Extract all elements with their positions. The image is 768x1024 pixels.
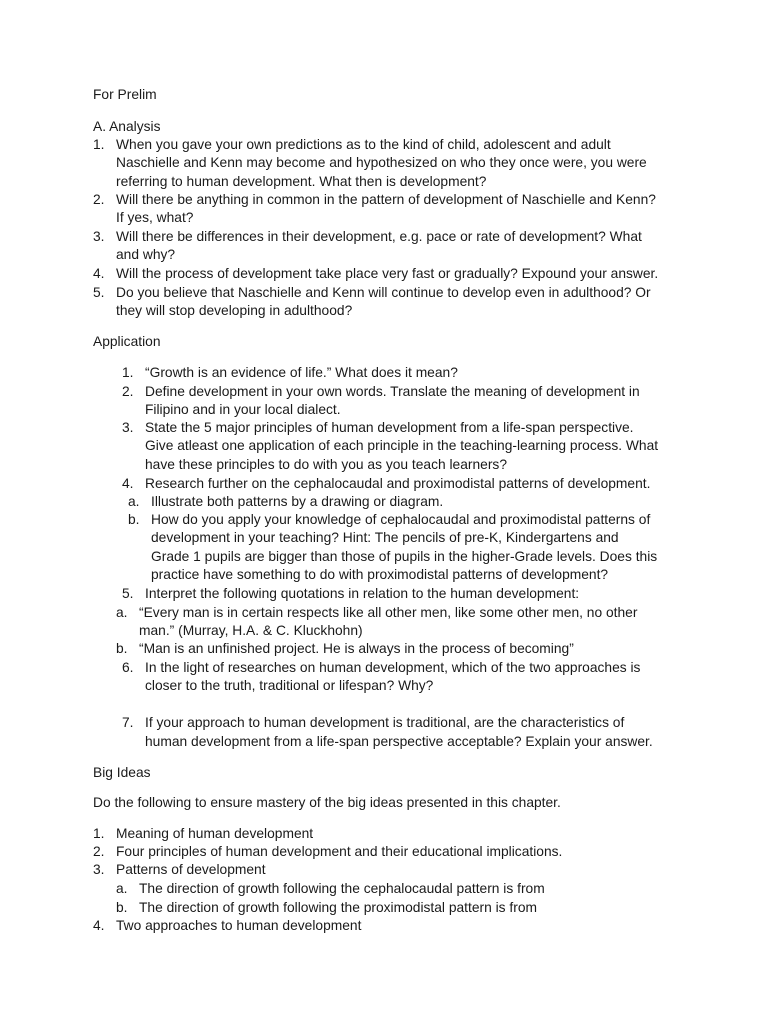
big-ideas-item-1-text: Meaning of human development — [116, 826, 314, 841]
application-item-5a-line-1: “Every man is in certain respects like all other men, like some other men, no other — [139, 605, 638, 620]
application-item-4a-letter: a. — [128, 494, 140, 509]
application-item-5a-letter: a. — [116, 605, 128, 620]
big-ideas-item-2-text: Four principles of human development and their educational implications. — [116, 844, 563, 859]
big-ideas-intro: Do the following to ensure mastery of the big ideas presented in this chapter. — [93, 795, 561, 810]
application-item-4-text: Research further on the cephalocaudal and proximodistal patterns of development. — [145, 476, 651, 491]
analysis-item-5-line-1: Do you believe that Naschielle and Kenn will continue to develop even in adulthood? Or — [116, 285, 651, 300]
big-ideas-item-3b-letter: b. — [116, 900, 128, 915]
big-ideas-heading: Big Ideas — [93, 765, 151, 780]
application-item-7-number: 7. — [122, 715, 134, 730]
application-item-4b-line-1: How do you apply your knowledge of cephalocaudal and proximodistal patterns of — [151, 512, 651, 527]
application-item-4b-letter: b. — [128, 512, 140, 527]
big-ideas-item-3a-text: The direction of growth following the cephalocaudal pattern is from — [139, 881, 545, 896]
application-item-6-line-1: In the light of researches on human development, which of the two approaches is — [145, 660, 641, 675]
application-item-3-line-3: have these principles to do with you as you teach learners? — [145, 457, 507, 472]
analysis-item-3-line-2: and why? — [116, 247, 176, 262]
analysis-item-3-line-1: Will there be differences in their development, e.g. pace or rate of development? What — [116, 229, 642, 244]
analysis-item-1-number: 1. — [93, 137, 105, 152]
application-item-3-line-1: State the 5 major principles of human development from a life-span perspective. — [145, 420, 634, 435]
big-ideas-item-1-number: 1. — [93, 826, 105, 841]
application-item-4b-line-3: Grade 1 pupils are bigger than those of pupils in the higher-Grade levels. Does this — [151, 549, 658, 564]
application-item-5b-letter: b. — [116, 641, 128, 656]
application-item-7-line-1: If your approach to human development is traditional, are the characteristics of — [145, 715, 625, 730]
analysis-item-3-number: 3. — [93, 229, 105, 244]
application-heading: Application — [93, 334, 161, 349]
analysis-item-2-line-2: If yes, what? — [116, 210, 194, 225]
analysis-heading: A. Analysis — [93, 119, 161, 134]
application-item-6-line-2: closer to the truth, traditional or lifespan? Why? — [145, 678, 434, 693]
application-item-4-number: 4. — [122, 476, 134, 491]
application-item-4a-text: Illustrate both patterns by a drawing or diagram. — [151, 494, 444, 509]
analysis-item-2-number: 2. — [93, 192, 105, 207]
application-item-7-line-2: human development from a life-span perspective acceptable? Explain your answer. — [145, 734, 653, 749]
application-item-2-line-2: Filipino and in your local dialect. — [145, 402, 341, 417]
analysis-item-1-line-3: referring to human development. What then is development? — [116, 174, 487, 189]
application-item-6-number: 6. — [122, 660, 134, 675]
page-title: For Prelim — [93, 87, 157, 102]
application-item-5b-text: “Man is an unfinished project. He is always in the process of becoming” — [139, 641, 574, 656]
big-ideas-item-3-text: Patterns of development — [116, 862, 266, 877]
analysis-item-5-line-2: they will stop developing in adulthood? — [116, 303, 353, 318]
application-item-4b-line-2: development in your teaching? Hint: The pencils of pre-K, Kindergartens and — [151, 530, 619, 545]
analysis-item-1-line-1: When you gave your own predictions as to the kind of child, adolescent and adult — [116, 137, 611, 152]
application-item-5-number: 5. — [122, 586, 134, 601]
application-item-3-number: 3. — [122, 420, 134, 435]
big-ideas-item-3b-text: The direction of growth following the proximodistal pattern is from — [139, 900, 537, 915]
analysis-item-1-line-2: Naschielle and Kenn may become and hypothesized on who they once were, you were — [116, 155, 647, 170]
application-item-5-text: Interpret the following quotations in relation to the human development: — [145, 586, 580, 601]
analysis-item-5-number: 5. — [93, 285, 105, 300]
big-ideas-item-4-text: Two approaches to human development — [116, 918, 362, 933]
big-ideas-item-3a-letter: a. — [116, 881, 128, 896]
analysis-item-2-line-1: Will there be anything in common in the pattern of development of Naschielle and Kenn? — [116, 192, 656, 207]
analysis-item-4-line-1: Will the process of development take place very fast or gradually? Expound your answer. — [116, 266, 659, 281]
application-item-3-line-2: Give atleast one application of each principle in the teaching-learning process. What — [145, 438, 659, 453]
application-item-4b-line-4: practice have something to do with proximodistal patterns of development? — [151, 567, 609, 582]
application-item-2-line-1: Define development in your own words. Translate the meaning of development in — [145, 384, 640, 399]
analysis-item-4-number: 4. — [93, 266, 105, 281]
application-item-1-number: 1. — [122, 365, 134, 380]
application-item-5a-line-2: man.” (Murray, H.A. & C. Kluckhohn) — [139, 623, 363, 638]
big-ideas-item-3-number: 3. — [93, 862, 105, 877]
application-item-1-text: “Growth is an evidence of life.” What does it mean? — [145, 365, 458, 380]
application-item-2-number: 2. — [122, 384, 134, 399]
big-ideas-item-2-number: 2. — [93, 844, 105, 859]
big-ideas-item-4-number: 4. — [93, 918, 105, 933]
